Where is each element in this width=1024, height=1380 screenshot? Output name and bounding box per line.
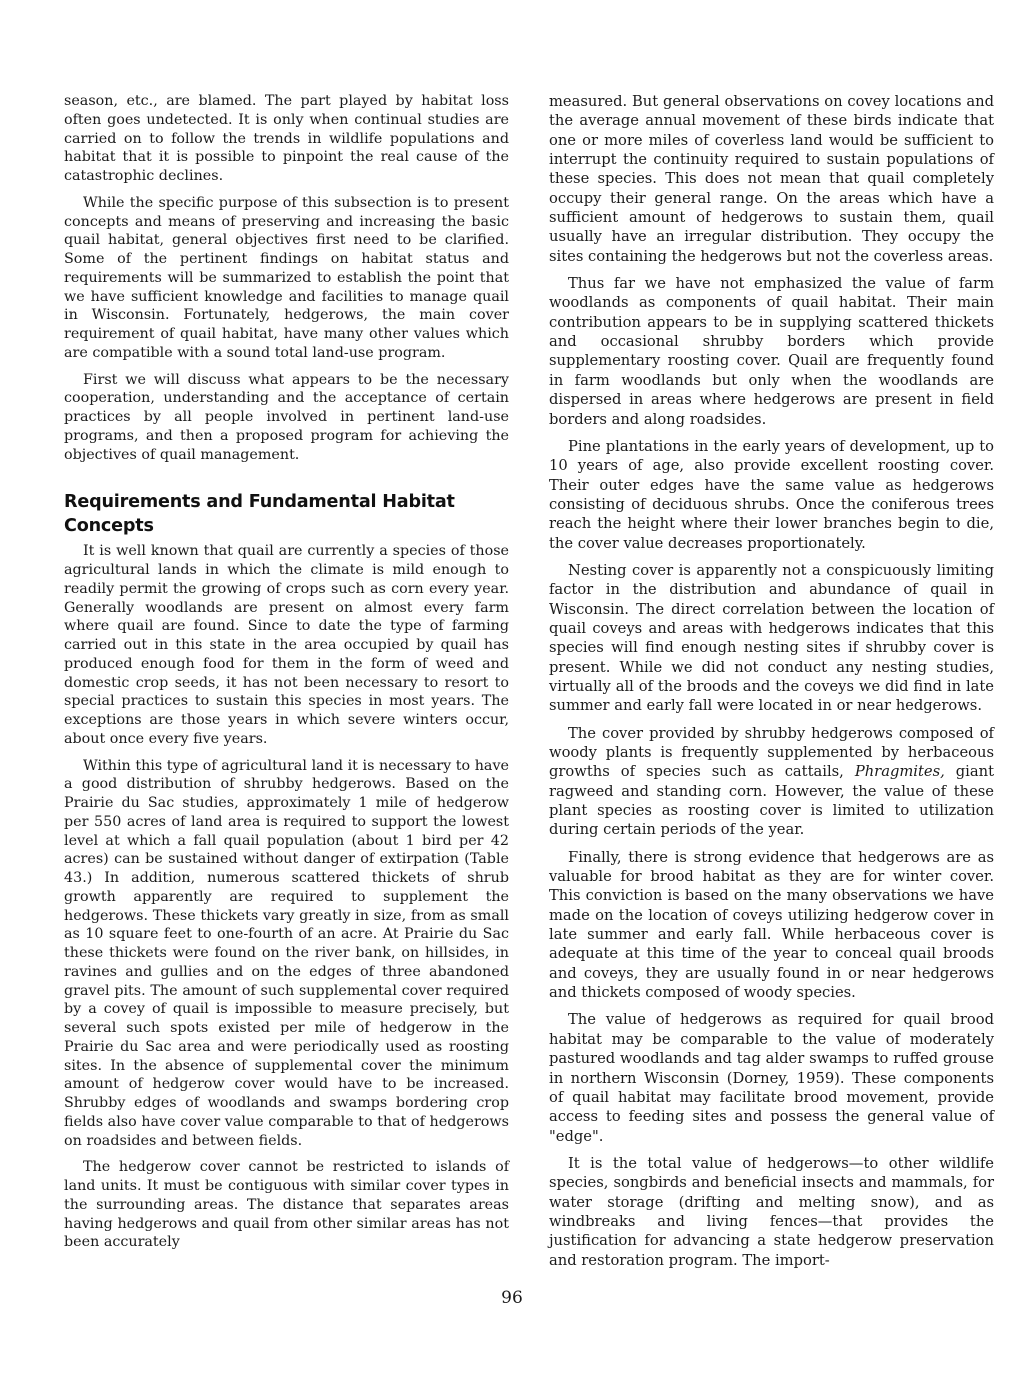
paragraph: Finally, there is strong evidence that hedgerows are as valuable for brood habitat as they are for winter cover. This conviction is based on the many observations we have made on the location of coveys utilizing hedgerow cover in late summer and early fall. While herbaceous cover is adequate at this time of the year to conceal quail broods and coveys, they are usually found in or near hedgerows and thickets composed of woody species.	[549, 848, 994, 1002]
paragraph: It is the total value of hedgerows—to other wildlife species, songbirds and beneficial insects and mammals, for water storage (drifting and melting snow), and as windbreaks and living fences—that provides the justification for advancing a state hedgerow preservation and restoration program. The import-	[549, 1154, 994, 1269]
paragraph: Thus far we have not emphasized the value of farm woodlands as components of quail habitat. Their main contribution appears to be in supplying scattered thickets and occasional shrubby borders which provide supplementary roosting cover. Quail are frequently found in farm woodlands but only when the woodlands are dispersed in areas where hedgerows are present in field borders and along roadsides.	[549, 275, 994, 428]
paragraph: It is well known that quail are currently a species of those agricultural lands in which the climate is mild enough to readily permit the growing of crops such as corn every year. Generally woodlands are present on almost every farm where quail are found. Since to date the type of farming carried out in this state in the area occupied by quail has produced enough food for them in the form of weed and domestic crop seeds, it has not been necessary to resort to special practices to sustain this species in most years. The exceptions are those years in which severe winters occur, about once every five years.	[64, 543, 509, 747]
paragraph: First we will discuss what appears to be the necessary cooperation, understanding and the acceptance of certain practices by all people involved in pertinent land-use programs, and then a proposed program for achieving the objectives of quail management.	[64, 371, 509, 463]
paragraph: While the specific purpose of this subsection is to present concepts and means of preserving and increasing the basic quail habitat, general objectives first need to be clarified. Some of the pertinent findings on habitat status and requirements will be summarized to establish the point that we have sufficient knowledge and facilities to manage quail in Wisconsin. Fortunately, hedgerows, the main cover requirement of quail habitat, have many other values which are compatible with a sound total land-use program.	[64, 194, 509, 361]
right-column	[549, 92, 994, 1278]
paragraph: The value of hedgerows as required for quail brood habitat may be comparable to the value of moderately pastured woodlands and tag alder swamps to ruffed grouse in northern Wisconsin (Dorney, 1959). These components of quail habitat may facilitate brood movement, provide access to feeding sites and possess the general value of "edge".	[549, 1011, 994, 1145]
page-number: 96	[501, 1288, 523, 1308]
paragraph-with-italic	[549, 724, 994, 840]
paragraph: Within this type of agricultural land it is necessary to have a good distribution of shrubby hedgerows. Based on the Prairie du Sac studies, approximately 1 mile of hedgerow per 550 acres of land area is required to support the lowest level at which a fall quail population (about 1 bird per 42 acres) can be sustained without danger of extirpation (Table 43.) In addition, numerous scattered thickets of shrub growth apparently are required to supplement the hedgerows. These thickets vary greatly in size, from as small as 10 square feet to one-fourth of an acre. At Prairie du Sac these thickets were found on the river bank, on hillsides, in ravines and gullies and on the edges of three abandoned gravel pits. The amount of such supplemental cover required by a covey of quail is impossible to measure precisely, but several such spots existed per mile of hedgerow in the Prairie du Sac area and were periodically used as roosting sites. In the absence of supplemental cover the minimum amount of hedgerow cover would have to be increased. Shrubby edges of woodlands and swamps bordering crop fields also have cover value comparable to that of hedgerows on roadsides and between fields.	[64, 757, 509, 1149]
paragraph: season, etc., are blamed. The part played by habitat loss often goes undetected. It is only when continual studies are carried on to follow the trends in wildlife populations and habitat that it is possible to pinpoint the real cause of the catastrophic declines.	[64, 93, 509, 184]
paragraph: Pine plantations in the early years of development, up to 10 years of age, also provide excellent roosting cover. Their outer edges have the same value as hedgerows consisting of deciduous shrubs. Once the coniferous trees reach the height where their lower branches begin to die, the cover value decreases proportionately.	[549, 437, 994, 552]
text-run: The cover provided by shrubby hedgerows composed of woody plants is frequently supplemented by herbaceous growths of species such as cattails,	[549, 724, 994, 781]
italic-species-name: Phragmites,	[854, 763, 945, 781]
section-heading: Requirements and Fundamental Habitat Concepts	[64, 492, 455, 537]
text-run: giant ragweed and standing corn. However, the value of these plant species as roosting cover is limited to utilization during certain periods of the year.	[549, 763, 995, 839]
paragraph: Nesting cover is apparently not a conspicuously limiting factor in the distribution and abundance of quail in Wisconsin. The direct correlation between the location of quail coveys and areas with hedgerows indicates that this species will find enough nesting sites if shrubby cover is present. While we did not conduct any nesting studies, virtually all of the broods and the coveys we did find in late summer and early fall were located in or near hedgerows.	[549, 561, 994, 715]
paragraph: measured. But general observations on covey locations and the average annual movement of these birds indicate that one or more miles of coverless land would be sufficient to interrupt the continuity required to sustain populations of these species. This does not mean that quail completely occupy their general range. On the areas which have a sufficient amount of hedgerows to sustain them, quail usually have an irregular distribution. They occupy the sites containing the hedgerows but not the coverless areas.	[549, 93, 994, 265]
paragraph: The hedgerow cover cannot be restricted to islands of land units. It must be contiguous with similar cover types in the surrounding areas. The distance that separates areas having hedgerows and quail from other similar areas has not been accurately	[64, 1159, 509, 1251]
left-column	[64, 92, 509, 1260]
